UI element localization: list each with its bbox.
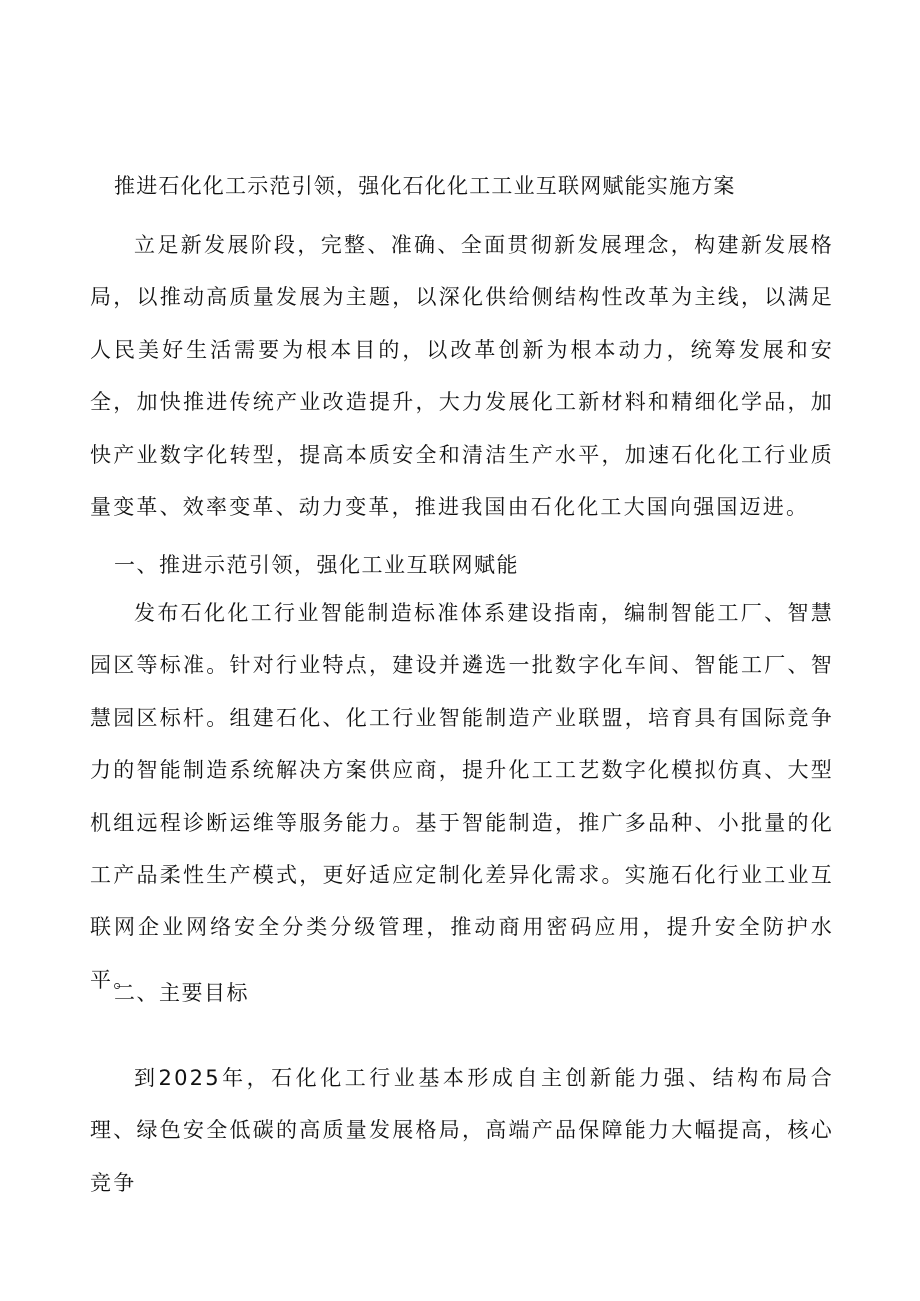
section-2-paragraph: 到2025年，石化化工行业基本形成自主创新能力强、结构布局合理、绿色安全低碳的高质量发展格局，高端产品保障能力大幅提高，核心竞争 <box>90 1066 834 1195</box>
document-title: 推进石化化工示范引领，强化石化化工工业互联网赋能实施方案 <box>114 174 736 198</box>
section-1-heading: 一、推进示范引领，强化工业互联网赋能 <box>114 553 519 577</box>
intro-paragraph: 立足新发展阶段，完整、准确、全面贯彻新发展理念，构建新发展格局，以推动高质量发展为主题，以深化供给侧结构性改革为主线，以满足人民美好生活需要为根本目的，以改革创新为根本动力，统筹发展和安全，加快推进传统产业改造提升，大力发展化工新材料和精细化学品，加快产业数字化转型，提高本质安全和清洁生产水平，加速石化化工行业质量变革、效率变革、动力变革，推进我国由石化化工大国向强国迈进。 <box>90 233 834 520</box>
section-2-heading: 二、主要目标 <box>114 981 249 1005</box>
section-1-paragraph: 发布石化化工行业智能制造标准体系建设指南，编制智能工厂、智慧园区等标准。针对行业特点，建设并遴选一批数字化车间、智能工厂、智慧园区标杆。组建石化、化工行业智能制造产业联盟，培育具有国际竞争力的智能制造系统解决方案供应商，提升化工工艺数字化模拟仿真、大型机组远程诊断运维等服务能力。基于智能制造，推广多品种、小批量的化工产品柔性生产模式，更好适应定制化差异化需求。实施石化行业工业互联网企业网络安全分类分级管理，推动商用密码应用，提升安全防护水平。 <box>90 601 834 992</box>
